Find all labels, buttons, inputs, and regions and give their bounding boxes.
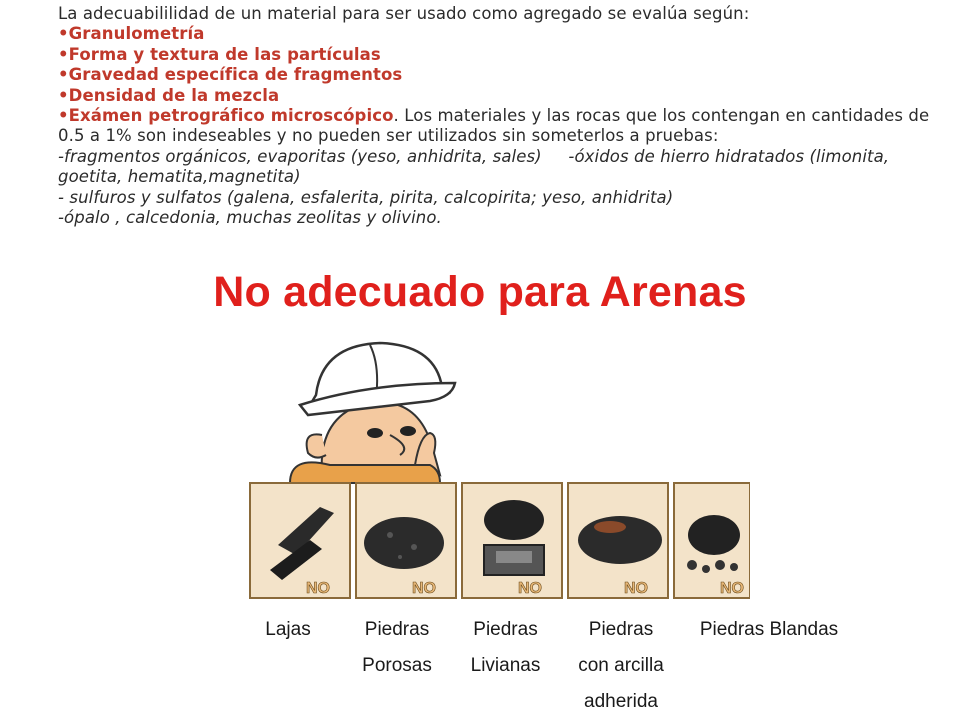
worker-figure — [290, 343, 455, 483]
caption-line: Piedras — [473, 619, 538, 640]
caption-line: Piedras Blandas — [699, 619, 839, 640]
list-item-opal: -ópalo , calcedonia, muchas zeolitas y olivino. — [58, 208, 442, 228]
no-label-4: NO — [624, 580, 648, 597]
caption-line: Porosas — [362, 655, 432, 676]
caption-line: Lajas — [265, 619, 311, 640]
intro-text: La adecuabililidad de un material para ser usado como agregado se evalúa según: — [58, 4, 750, 23]
list-item-sulfides: - sulfuros y sulfatos (galena, esfalerita, pirita, calcopirita; yeso, anhidrita) — [58, 187, 674, 207]
caption-lajas — [248, 612, 328, 648]
no-label-5: NO — [720, 580, 744, 597]
caption-line: Piedras — [364, 619, 430, 640]
exam-description: Los materiales y las rocas que los contengan en cantidades de 0.5 a 1% son indeseables y no pueden ser utilizados sin someterlos a pruebas: — [58, 106, 930, 146]
criterion-specific-gravity: •Gravedad específica de fragmentos — [58, 65, 403, 85]
no-label-2: NO — [412, 580, 436, 597]
caption-clay-stones — [566, 612, 676, 720]
caption-line: adherida — [584, 691, 658, 712]
criterion-shape-texture: •Forma y textura de las partículas — [58, 44, 381, 64]
stone-samples-row — [250, 483, 750, 598]
criterion-period: . — [393, 106, 399, 126]
criterion-granulometry: •Granulometría — [58, 24, 205, 44]
list-item-organic: -fragmentos orgánicos, evaporitas (yeso, anhidrita, sales) -óxidos de hierro hidratados (limonita, goetita, hematita,magnetita) — [58, 146, 895, 187]
caption-soft-stones — [684, 612, 854, 648]
headline: No adecuado para Arenas — [213, 268, 747, 316]
criterion-petrographic — [58, 106, 938, 147]
caption-porous-stones — [352, 612, 442, 684]
worker-with-stones-illustration — [230, 335, 750, 605]
caption-line: Piedras — [588, 619, 654, 640]
criterion-mix-density: •Densidad de la mezcla — [58, 85, 280, 105]
caption-line: con arcilla — [578, 655, 664, 676]
clay-coated-stone-icon — [578, 516, 662, 564]
no-label-1: NO — [306, 580, 330, 597]
body-text — [58, 4, 938, 228]
porous-stone-icon — [364, 517, 444, 569]
criterion-petrographic-label: •Exámen petrográfico microscópico — [58, 106, 394, 126]
caption-light-stones — [458, 612, 553, 684]
no-label-3: NO — [518, 580, 542, 597]
caption-line: Livianas — [470, 655, 541, 676]
